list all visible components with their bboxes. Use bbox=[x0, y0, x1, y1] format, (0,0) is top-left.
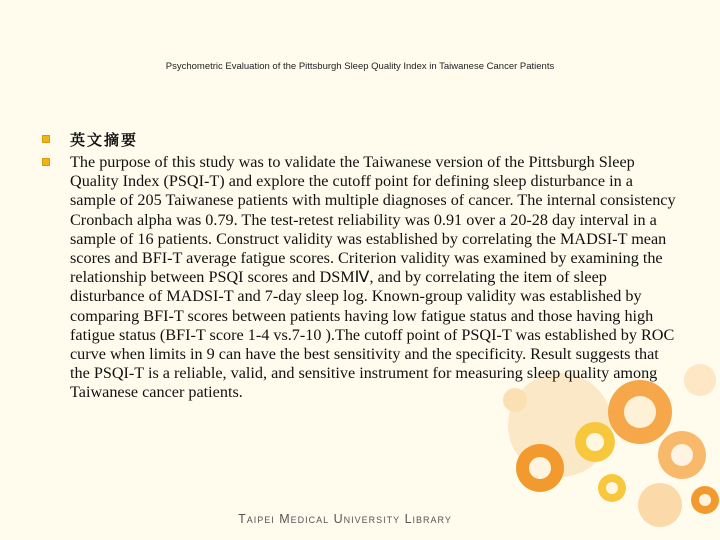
decor-circle bbox=[699, 494, 711, 506]
slide-title: Psychometric Evaluation of the Pittsburgh Sleep Quality Index in Taiwanese Cancer Patients bbox=[165, 61, 555, 72]
decor-circle bbox=[671, 444, 693, 466]
abstract-heading: 英文摘要 bbox=[70, 131, 139, 149]
bullet-list bbox=[42, 130, 682, 403]
bullet-item-abstract bbox=[42, 153, 682, 403]
bullet-item-heading bbox=[42, 130, 682, 151]
decor-circle bbox=[606, 482, 618, 494]
square-bullet-icon bbox=[42, 158, 50, 166]
decor-circle bbox=[684, 364, 716, 396]
square-bullet-icon bbox=[42, 135, 50, 143]
footer-library-name: Taipei Medical University Library bbox=[238, 512, 452, 526]
decor-circle bbox=[529, 457, 551, 479]
abstract-text: The purpose of this study was to validate the Taiwanese version of the Pittsburgh Sleep Quality Index (PSQI-T) and explore the cutoff point for defining sleep disturbance in a sample of 205 Taiwanese patients with multiple diagnoses of cancer. The internal consistency Cronbach alpha was 0.79. The test-retest reliability was 0.91 over a 20-28 day interval in a sample of 16 patients. Construct validity was established by correlating the MADSI-T mean scores and BFI-T average fatigue scores. Criterion validity was examined by examining the relationship between PSQI scores and DSMⅣ, and by correlating the item of sleep disturbance of MADSI-T and 7-day sleep log. Known-group validity was established by comparing BFI-T scores between patients having low fatigue status and those having high fatigue status (BFI-T score 1-4 vs.7-10 ).The cutoff point of PSQI-T was established by ROC curve when limits in 9 can have the best sensitivity and the specificity. Result suggests that the PSQI-T is a reliable, valid, and sensitive instrument for measuring sleep quality among Taiwanese cancer patients. bbox=[70, 153, 676, 402]
decor-circle bbox=[586, 433, 604, 451]
